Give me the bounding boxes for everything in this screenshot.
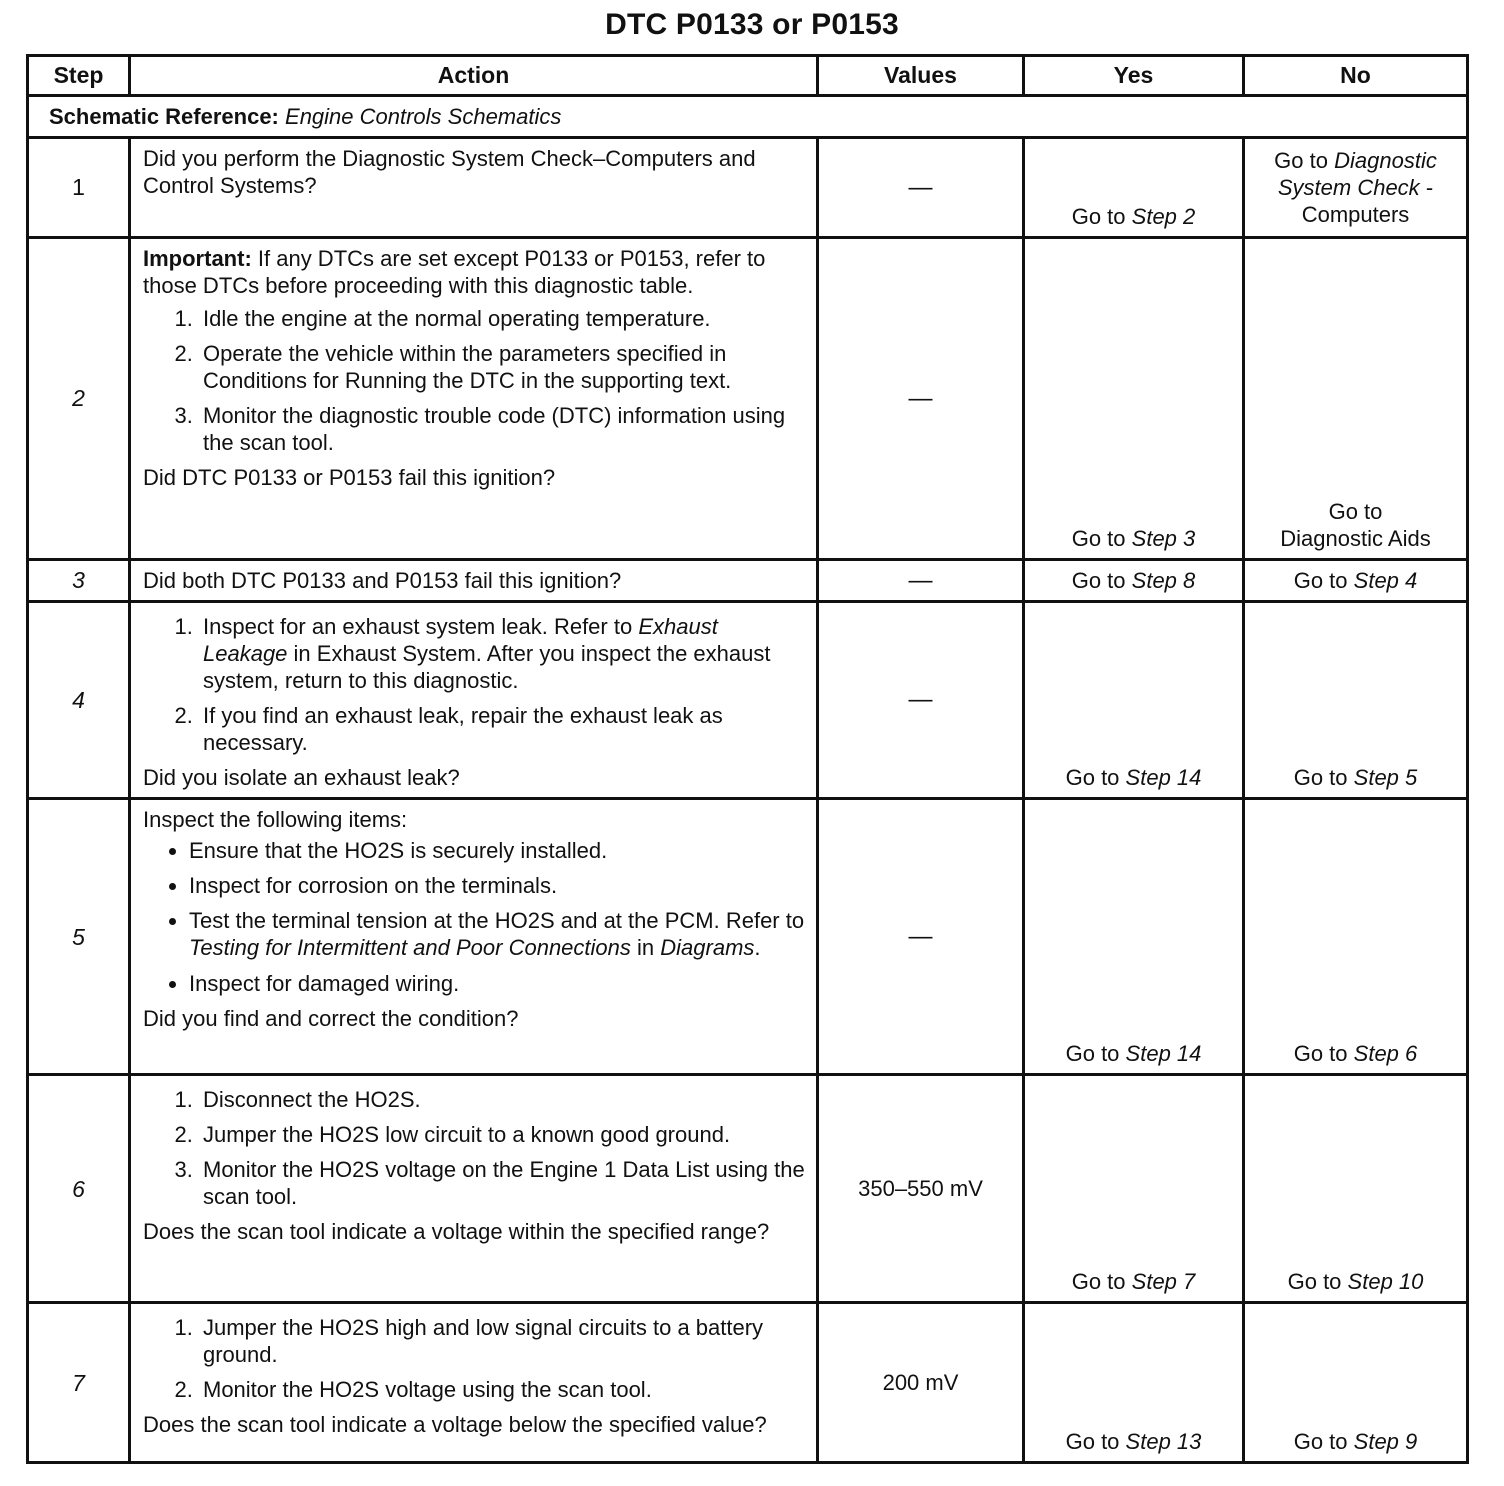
instruction-list <box>143 305 808 456</box>
intro: Inspect the following items: <box>143 807 408 833</box>
list-item <box>199 613 808 694</box>
yes-cell[interactable] <box>1024 799 1244 1075</box>
no-prefix: Go to <box>1287 1269 1342 1295</box>
table-row-step-6 <box>28 1075 1468 1303</box>
value: 200 mV <box>882 1370 959 1396</box>
value: — <box>908 384 933 412</box>
list-item <box>189 907 808 961</box>
values-cell <box>818 799 1024 1075</box>
text: Inspect for an exhaust system leak. Refer to <box>203 614 633 639</box>
step-number: 2 <box>28 238 130 560</box>
no-cell[interactable] <box>1244 1075 1468 1303</box>
no-prefix: Go to <box>1293 567 1348 593</box>
values-cell <box>818 238 1024 560</box>
dtc-table <box>26 54 1469 1464</box>
yes-cell[interactable] <box>1024 560 1244 602</box>
step-number: 6 <box>28 1075 130 1303</box>
instruction-list <box>143 1314 808 1403</box>
list-item: 3. Monitor the HO2S voltage on the Engine 1 Data List using the scan tool. <box>199 1156 808 1210</box>
yes-target[interactable]: Step 14 <box>1125 1041 1202 1067</box>
no-prefix: Go to <box>1293 1429 1348 1455</box>
yes-prefix: Go to <box>1065 765 1120 791</box>
header-row <box>28 56 1468 96</box>
no-cell[interactable] <box>1244 138 1468 238</box>
schematic-link[interactable]: Engine Controls Schematics <box>285 103 562 129</box>
important-text: If any DTCs are set except P0133 or P0153, refer to those DTCs before proceeding with this diagnostic table. <box>143 246 766 299</box>
action-cell <box>130 238 818 560</box>
yes-target[interactable]: Step 7 <box>1131 1269 1196 1295</box>
action-cell <box>130 602 818 799</box>
list-item: 2. If you find an exhaust leak, repair the exhaust leak as necessary. <box>199 702 808 756</box>
header-step: Step <box>28 56 130 96</box>
yes-prefix: Go to <box>1065 1429 1120 1455</box>
list-item: 2. Monitor the HO2S voltage using the scan tool. <box>199 1376 808 1403</box>
no-cell[interactable] <box>1244 238 1468 560</box>
text: in Exhaust System. After you inspect the exhaust system, return to this diagnostic. <box>203 641 771 694</box>
yes-target[interactable]: Step 2 <box>1131 203 1196 229</box>
yes-cell[interactable] <box>1024 138 1244 238</box>
list-item: • Inspect for damaged wiring. <box>189 970 808 997</box>
table-row-step-3 <box>28 560 1468 602</box>
text: in <box>637 935 655 961</box>
yes-prefix: Go to <box>1071 203 1126 229</box>
step-number: 3 <box>28 560 130 602</box>
no-target[interactable]: Diagnostic System Check <box>1277 148 1437 201</box>
yes-cell[interactable] <box>1024 238 1244 560</box>
action-cell <box>130 138 818 238</box>
question: Did DTC P0133 or P0153 fail this ignition? <box>143 465 556 491</box>
no-prefix: Go to <box>1328 498 1383 524</box>
no-target[interactable]: Step 9 <box>1353 1429 1418 1455</box>
yes-target[interactable]: Step 14 <box>1125 765 1202 791</box>
reference-link[interactable]: Diagrams <box>660 935 755 961</box>
header-yes: Yes <box>1024 56 1244 96</box>
list-item: • Ensure that the HO2S is securely installed. <box>189 837 808 864</box>
no-prefix: Go to <box>1293 765 1348 791</box>
reference-link[interactable]: Testing for Intermittent and Poor Connections <box>189 935 631 961</box>
question: Did you find and correct the condition? <box>143 1005 519 1031</box>
list-item: 1. Idle the engine at the normal operating temperature. <box>199 305 808 332</box>
values-cell <box>818 1075 1024 1303</box>
list-item: 2. Operate the vehicle within the parameters specified in Conditions for Running the DTC in the supporting text. <box>199 340 808 394</box>
no-dash: - <box>1425 175 1434 201</box>
no-target[interactable]: Step 4 <box>1353 567 1418 593</box>
action-cell <box>130 1075 818 1303</box>
value: — <box>908 173 933 201</box>
instruction-list <box>143 1086 808 1210</box>
important-label: Important: <box>143 246 252 271</box>
question: Did you perform the Diagnostic System Check–Computers and Control Systems? <box>143 146 756 199</box>
yes-prefix: Go to <box>1065 1041 1120 1067</box>
schematic-row <box>28 96 1468 138</box>
text: . <box>754 935 761 961</box>
values-cell <box>818 138 1024 238</box>
action-cell <box>130 799 818 1075</box>
table-row-step-5 <box>28 799 1468 1075</box>
value: — <box>908 923 933 951</box>
action-cell <box>130 560 818 602</box>
table-row-step-4 <box>28 602 1468 799</box>
instruction-list <box>143 613 808 756</box>
list-item: 3. Monitor the diagnostic trouble code (DTC) information using the scan tool. <box>199 402 808 456</box>
table-row-step-1 <box>28 138 1468 238</box>
no-suffix: Computers <box>1301 202 1410 228</box>
value: — <box>908 566 933 594</box>
yes-target[interactable]: Step 8 <box>1131 567 1196 593</box>
question: Did you isolate an exhaust leak? <box>143 765 460 791</box>
step-number: 4 <box>28 602 130 799</box>
header-no: No <box>1244 56 1468 96</box>
no-cell[interactable] <box>1244 1303 1468 1463</box>
question: Did both DTC P0133 and P0153 fail this ignition? <box>143 567 622 593</box>
table-row-step-2 <box>28 238 1468 560</box>
important-note <box>143 245 808 299</box>
list-item: 1. Disconnect the HO2S. <box>199 1086 808 1113</box>
question: Does the scan tool indicate a voltage within the specified range? <box>143 1219 770 1245</box>
no-cell[interactable] <box>1244 799 1468 1075</box>
list-item: 2. Jumper the HO2S low circuit to a known good ground. <box>199 1121 808 1148</box>
table-row-step-7 <box>28 1303 1468 1463</box>
values-cell <box>818 1303 1024 1463</box>
list-item: 1. Jumper the HO2S high and low signal circuits to a battery ground. <box>199 1314 808 1368</box>
yes-cell[interactable] <box>1024 1303 1244 1463</box>
no-prefix: Go to <box>1293 1041 1348 1067</box>
yes-cell[interactable] <box>1024 1075 1244 1303</box>
header-values: Values <box>818 56 1024 96</box>
no-target[interactable]: Step 10 <box>1347 1269 1424 1295</box>
yes-prefix: Go to <box>1071 1269 1126 1295</box>
page-title: DTC P0133 or P0153 <box>605 8 899 41</box>
no-target[interactable]: Diagnostic Aids <box>1280 525 1431 551</box>
text: Test the terminal tension at the HO2S and at the PCM. Refer to <box>189 908 805 934</box>
yes-cell[interactable] <box>1024 602 1244 799</box>
schematic-label: Schematic Reference: <box>49 103 279 129</box>
no-cell[interactable] <box>1244 560 1468 602</box>
reference-link[interactable]: Exhaust Leakage <box>203 614 718 667</box>
yes-prefix: Go to <box>1071 567 1126 593</box>
yes-target[interactable]: Step 3 <box>1131 525 1196 551</box>
no-target[interactable]: Step 5 <box>1353 765 1418 791</box>
step-number: 7 <box>28 1303 130 1463</box>
schematic-reference <box>28 96 1468 138</box>
question: Does the scan tool indicate a voltage below the specified value? <box>143 1412 767 1438</box>
action-cell <box>130 1303 818 1463</box>
no-target[interactable]: Step 6 <box>1353 1041 1418 1067</box>
bullet-list <box>143 837 808 996</box>
yes-prefix: Go to <box>1071 525 1126 551</box>
step-number: 5 <box>28 799 130 1075</box>
header-action: Action <box>130 56 818 96</box>
value: — <box>908 686 933 714</box>
value: 350–550 mV <box>858 1176 983 1202</box>
yes-target[interactable]: Step 13 <box>1125 1429 1202 1455</box>
no-cell[interactable] <box>1244 602 1468 799</box>
list-item: • Inspect for corrosion on the terminals. <box>189 872 808 899</box>
values-cell <box>818 560 1024 602</box>
values-cell <box>818 602 1024 799</box>
step-number: 1 <box>28 138 130 238</box>
no-prefix: Go to <box>1274 148 1328 173</box>
